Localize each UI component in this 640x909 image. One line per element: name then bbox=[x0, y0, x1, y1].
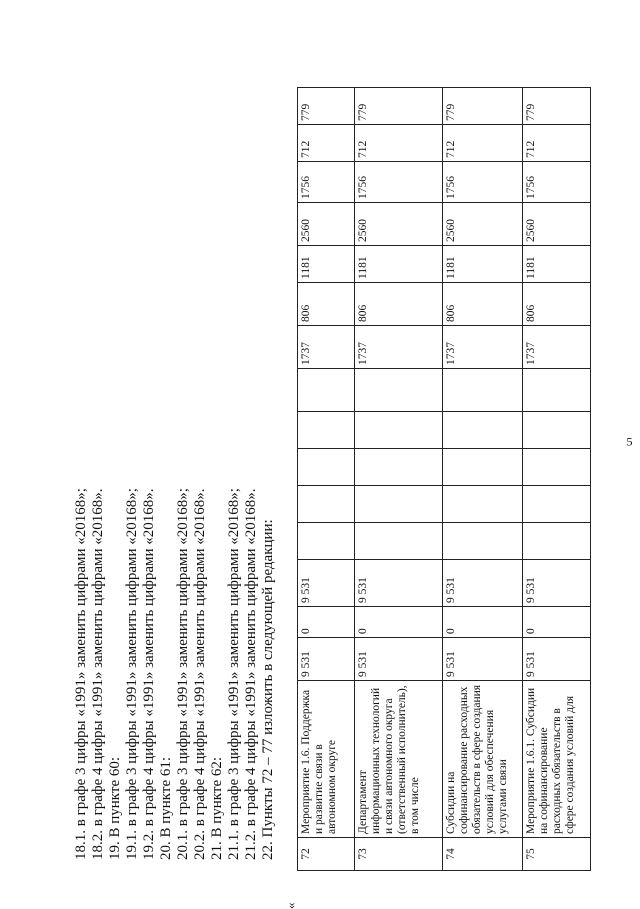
row-description-cell: Мероприятие 1.6.1. Субсидии на софинансирование расходных обязательств в сфере создания условий для bbox=[523, 681, 591, 838]
value-cell: 806 bbox=[298, 283, 355, 326]
page-number: 5 bbox=[627, 435, 633, 450]
row-index-cell: 74 bbox=[443, 838, 523, 871]
value-cell: 9 531 bbox=[523, 560, 591, 607]
value-cell bbox=[443, 523, 523, 560]
text-line: 19.1. в графе 3 цифры «1991» заменить цифрами «20168»; bbox=[124, 380, 141, 860]
value-cell bbox=[523, 486, 591, 523]
value-cell: 712 bbox=[298, 125, 355, 162]
value-cell: 1756 bbox=[355, 162, 443, 203]
value-cell: 1737 bbox=[443, 326, 523, 369]
value-cell bbox=[443, 369, 523, 412]
text-line: 22. Пункты 72 – 77 изложить в следующей редакции: bbox=[260, 380, 277, 860]
value-cell bbox=[523, 523, 591, 560]
value-cell bbox=[443, 486, 523, 523]
value-cell: 1737 bbox=[523, 326, 591, 369]
value-cell bbox=[298, 412, 355, 449]
value-cell bbox=[443, 449, 523, 486]
value-cell bbox=[443, 412, 523, 449]
text-line: 18.2. в графе 4 цифры «1991» заменить цифрами «20168». bbox=[90, 380, 107, 860]
value-cell: 712 bbox=[443, 125, 523, 162]
value-cell: 1181 bbox=[443, 246, 523, 283]
text-line: 19. В пункте 60: bbox=[107, 380, 124, 860]
value-cell: 1181 bbox=[355, 246, 443, 283]
value-cell: 779 bbox=[523, 88, 591, 125]
value-cell: 9 531 bbox=[443, 638, 523, 681]
value-cell: 2560 bbox=[523, 203, 591, 246]
row-index-cell: 73 bbox=[355, 838, 443, 871]
value-cell: 806 bbox=[443, 283, 523, 326]
text-line: 21.1. в графе 3 цифры «1991» заменить цифрами «20168»; bbox=[226, 380, 243, 860]
value-cell bbox=[523, 369, 591, 412]
value-cell: 806 bbox=[355, 283, 443, 326]
value-cell bbox=[523, 449, 591, 486]
table-row bbox=[355, 88, 443, 871]
amendment-text bbox=[73, 380, 277, 860]
value-cell bbox=[298, 523, 355, 560]
value-cell: 9 531 bbox=[298, 560, 355, 607]
value-cell: 779 bbox=[355, 88, 443, 125]
row-description-cell: Субсидии на софинансирование расходных обязательств в сфере создания условий для обеспечения услугами связи bbox=[443, 681, 523, 838]
value-cell bbox=[355, 486, 443, 523]
text-line: 20.2. в графе 4 цифры «1991» заменить цифрами «20168». bbox=[192, 380, 209, 860]
value-cell: 806 bbox=[523, 283, 591, 326]
text-line: 21.2. в графе 4 цифры «1991» заменить цифрами «20168». bbox=[243, 380, 260, 860]
value-cell: 779 bbox=[298, 88, 355, 125]
value-cell bbox=[523, 412, 591, 449]
value-cell bbox=[355, 412, 443, 449]
value-cell: 1181 bbox=[298, 246, 355, 283]
table-row bbox=[443, 88, 523, 871]
value-cell: 1737 bbox=[298, 326, 355, 369]
value-cell: 1756 bbox=[443, 162, 523, 203]
program-table bbox=[297, 87, 591, 871]
table-row bbox=[298, 88, 355, 871]
value-cell: 2560 bbox=[443, 203, 523, 246]
value-cell: 9 531 bbox=[298, 638, 355, 681]
value-cell bbox=[298, 449, 355, 486]
value-cell: 712 bbox=[523, 125, 591, 162]
text-line: 20. В пункте 61: bbox=[158, 380, 175, 860]
row-description-cell: Мероприятие 1.6. Поддержка и развитие связи в автономном округе bbox=[298, 681, 355, 838]
value-cell bbox=[355, 449, 443, 486]
table-row bbox=[523, 88, 591, 871]
value-cell: 0 bbox=[523, 607, 591, 638]
value-cell: 2560 bbox=[298, 203, 355, 246]
row-description-cell: Департамент информационных технологий и связи автономного округа (ответственный исполнитель), в том числе bbox=[355, 681, 443, 838]
value-cell bbox=[298, 369, 355, 412]
value-cell: 1181 bbox=[523, 246, 591, 283]
value-cell bbox=[355, 369, 443, 412]
value-cell: 779 bbox=[443, 88, 523, 125]
value-cell: 0 bbox=[443, 607, 523, 638]
value-cell bbox=[298, 486, 355, 523]
value-cell: 1756 bbox=[523, 162, 591, 203]
text-line: 20.1. в графе 3 цифры «1991» заменить цифрами «20168»; bbox=[175, 380, 192, 860]
opening-quote: « bbox=[283, 903, 299, 909]
text-line: 21. В пункте 62: bbox=[209, 380, 226, 860]
value-cell: 9 531 bbox=[355, 638, 443, 681]
value-cell: 0 bbox=[298, 607, 355, 638]
value-cell: 9 531 bbox=[355, 560, 443, 607]
text-line: 19.2. в графе 4 цифры «1991» заменить цифрами «20168». bbox=[141, 380, 158, 860]
value-cell: 9 531 bbox=[443, 560, 523, 607]
value-cell: 1756 bbox=[298, 162, 355, 203]
value-cell: 1737 bbox=[355, 326, 443, 369]
row-index-cell: 72 bbox=[298, 838, 355, 871]
value-cell: 9 531 bbox=[523, 638, 591, 681]
value-cell: 712 bbox=[355, 125, 443, 162]
value-cell bbox=[355, 523, 443, 560]
value-cell: 0 bbox=[355, 607, 443, 638]
value-cell: 2560 bbox=[355, 203, 443, 246]
text-line: 18.1. в графе 3 цифры «1991» заменить цифрами «20168»; bbox=[73, 380, 90, 860]
row-index-cell: 75 bbox=[523, 838, 591, 871]
